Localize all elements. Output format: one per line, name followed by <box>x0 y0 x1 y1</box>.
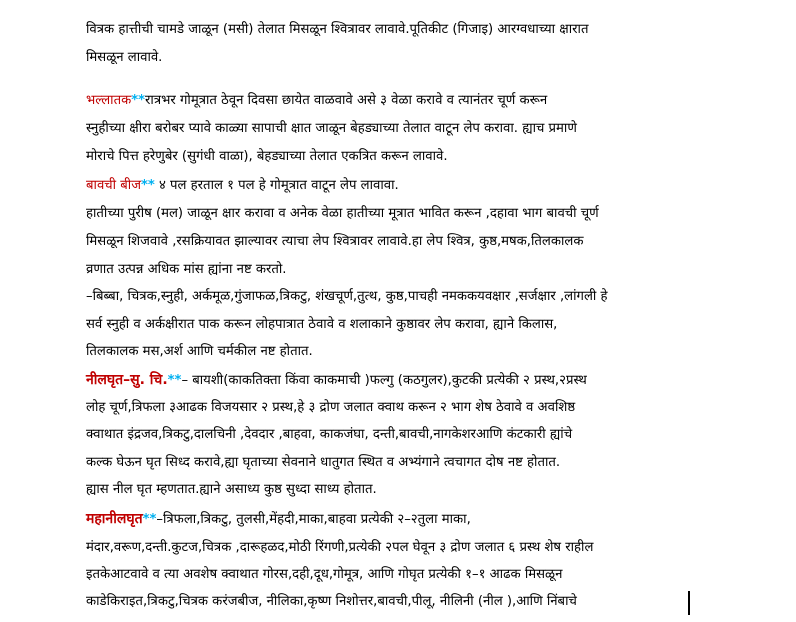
line-text: कल्क घेऊन घृत सिध्द करावे,ह्या घृताच्या सेवनाने धातुगत स्थित व अभ्यंगाने त्वचागत दोष नष्ट होतात. <box>86 455 561 470</box>
line-text: मिसळून लावावे. <box>86 50 163 65</box>
text-line <box>86 287 608 307</box>
line-text: तिलकालक मस,अर्श आणि चर्मकील नष्ट होतात. <box>86 344 313 359</box>
text-line <box>86 232 583 252</box>
text-line <box>86 592 577 612</box>
section-bhallatak <box>86 91 547 111</box>
section-bavchi-beej <box>86 176 399 196</box>
line-text: सर्व स्नुही व अर्कक्षीरात पाक करून लोहपात्रात ठेवावे व शलाकाने कुष्ठावर लेप करावा, ह्याने किलास, <box>86 317 558 332</box>
section-term: महानीलघृत <box>86 511 143 527</box>
text-line <box>86 538 593 558</box>
star-marker: ** <box>167 373 182 388</box>
line-text: ४ पल हरताल १ पल हे गोमूत्रात वाटून लेप लावावा. <box>154 178 399 193</box>
line-text: लोह चूर्ण,त्रिफला ३आढक विजयसार २ प्रस्थ,हे ३ द्रोण जलात क्वाथ करून २ भाग शेष ठेवावे व अवशिष्ठ <box>86 400 576 415</box>
line-text: काडेकिराइत,त्रिकटु,चित्रक करंजबीज, नीलिका,कृष्ण निशोत्तर,बावची,पीलू, नीलिनी (नील ),आणि निंबाचे <box>86 594 577 609</box>
line-text: वित्रक हात्तीची चामडे जाळून (मसी) तेलात मिसळून श्वित्रावर लावावे.पूतिकीट (गिजाइ) आरग्वधाच्या क्षारात <box>86 22 589 37</box>
text-line <box>86 565 562 585</box>
line-text: व्रणात उत्पन्न अधिक मांस ह्यांना नष्ट करतो. <box>86 262 287 277</box>
text-line <box>86 425 572 445</box>
star-marker: ** <box>131 93 146 108</box>
section-term: भल्लातक <box>86 93 132 108</box>
text-line <box>86 20 588 40</box>
line-text: –त्रिफला,त्रिकटु, तुलसी,मेंहदी,माका,बाहवा प्रत्येकी २–२तुला माका, <box>156 512 471 527</box>
text-line <box>86 119 577 139</box>
line-text: मोराचे पित्त हरेणुबेर (सुगंधी वाळा), बेहड्याच्या तेलात एकत्रित करून लावावे. <box>86 149 448 164</box>
star-marker: ** <box>142 512 157 527</box>
section-mahaneelghrut <box>86 509 471 530</box>
line-text: –बिब्बा, चित्रक,स्नुही, अर्कमूळ,गुंजाफळ,त्रिकटु, शंखचूर्ण,तुत्थ, कुष्ठ,पाचही नमककयवक्षार ,सर्जक्षार ,लांगली हे <box>86 289 608 304</box>
text-line <box>86 453 560 473</box>
section-term: बावची बीज <box>86 178 141 193</box>
star-marker: ** <box>141 178 155 193</box>
text-line <box>86 342 313 362</box>
text-line <box>86 260 287 280</box>
line-text: मिसळून शिजवावे ,रसक्रियावत झाल्यावर त्याचा लेप श्वित्रावर लावावे.हा लेप श्वित्र, कुष्ठ,मषक,तिलकालक <box>86 234 584 249</box>
line-text: स्नुहीच्या क्षीरा बरोबर प्यावे काळ्या सापाची क्षात जाळून बेहड्याच्या तेलात वाटून लेप करावा. ह्याच प्रमाणे <box>86 121 577 136</box>
text-line <box>86 204 599 224</box>
text-cursor[interactable] <box>688 591 690 615</box>
section-term: नीलघृत–सु. चि. <box>86 372 168 388</box>
text-line <box>86 480 377 500</box>
text-line <box>86 315 557 335</box>
section-neelghrut <box>86 370 587 391</box>
text-line <box>86 398 575 418</box>
line-text: इतकेआटवावे व त्या अवशेष क्वाथात गोरस,दही,दूध,गोमूत्र, आणि गोघृत प्रत्येकी १–१ आढक मिसळून <box>86 567 563 582</box>
line-text: हातीच्या पुरीष (मल) जाळून क्षार करावा व अनेक वेळा हातीच्या मूत्रात भावित करून ,दहावा भाग बावची चूर्ण <box>86 206 599 221</box>
line-text: क्वाथात इंद्रजव,त्रिकटु,दालचिनी ,देवदार ,बाहवा, काकजंघा, दन्ती,बावची,नागकेशरआणि कंटकारी ह्यांचे <box>86 427 573 442</box>
text-line <box>86 48 162 68</box>
text-line <box>86 147 448 167</box>
line-text: रात्रभर गोमूत्रात ठेवून दिवसा छायेत वाळवावे असे ३ वेळा करावे व त्यानंतर चूर्ण करून <box>145 93 548 108</box>
line-text: – बायशी(काकतिक्ता किंवा काकमाची )फल्गु (कठगुलर),कुटकी प्रत्येकी २ प्रस्थ,२प्रस्थ <box>181 373 587 388</box>
line-text: ह्यास नील घृत म्हणतात.ह्याने असाध्य कुष्ठ सुध्दा साध्य होतात. <box>86 482 377 497</box>
line-text: मंदार,वरूण,दन्ती.कुटज,चित्रक ,दारूहळद,मोठी रिंगणी,प्रत्येकी २पल घेवून ३ द्रोण जलात ६ प्रस्थ शेष राहील <box>86 540 594 555</box>
